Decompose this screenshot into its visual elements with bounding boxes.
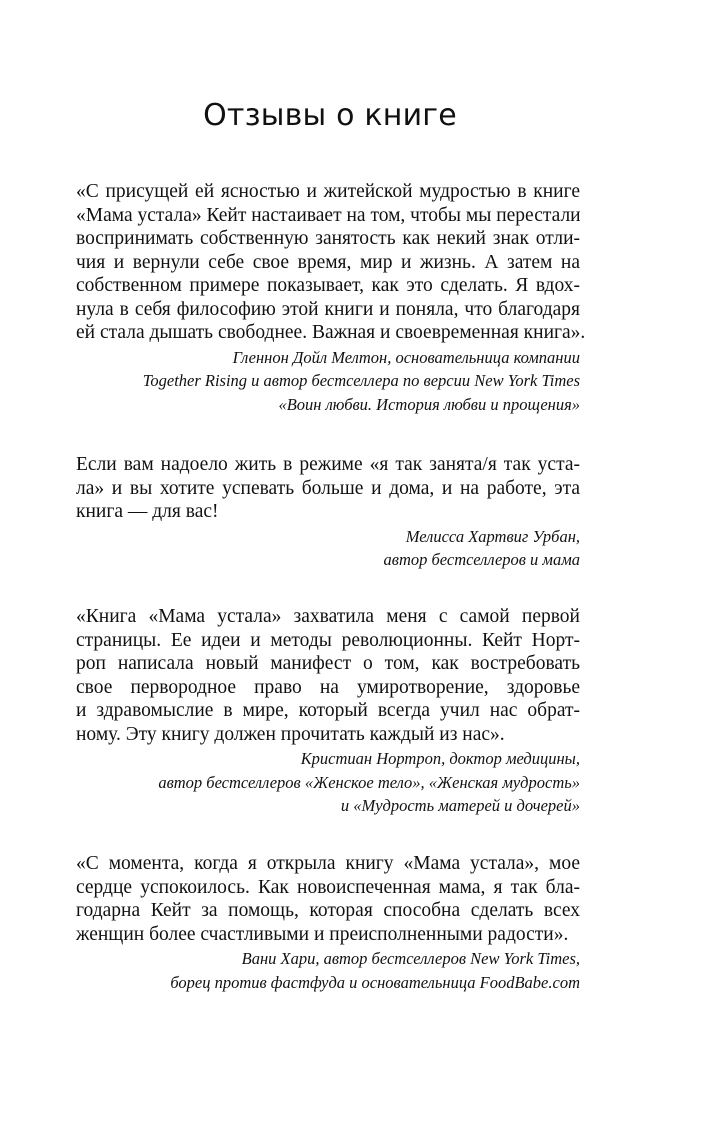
author-line: Вани Хари, автор бестселлеров New York Times,	[241, 949, 580, 968]
review-line: «С присущей ей ясностью и житейской мудростью в книге	[76, 181, 580, 202]
review-text	[76, 852, 580, 946]
page-title: Отзывы о книге	[203, 98, 457, 133]
review-author	[76, 747, 580, 818]
review-author	[76, 947, 580, 994]
review-line: «Книга «Мама устала» захватила меня с самой первой	[76, 606, 580, 627]
review-line: и здравомыслие в мире, который всегда учил нас обрат-	[76, 700, 580, 721]
review-author	[76, 525, 580, 572]
review-line: свое первородное право на умиротворение, здоровье	[76, 676, 580, 698]
review-4	[76, 852, 580, 994]
review-line: чия и вернули себе свое время, мир и жизнь. А затем на	[76, 251, 580, 273]
author-line: автор бестселлеров и мама	[383, 550, 580, 569]
review-line: ей стала дышать свободнее. Важная и своевременная книга».	[76, 322, 586, 343]
review-line: годарна Кейт за помощь, которая способна сделать всех	[76, 900, 580, 921]
review-line: собственном примере показывает, как это сделать. Я вдох-	[76, 275, 580, 296]
review-author	[76, 346, 580, 417]
review-2	[76, 453, 580, 572]
author-line: Мелисса Хартвиг Урбан,	[405, 526, 580, 546]
author-line: автор бестселлеров «Женское тело», «Женская мудрость»	[158, 772, 580, 792]
author-line: Together Rising и автор бестселлера по версии New York Times	[142, 371, 580, 390]
review-line: нула в себя философию этой книги и поняла, что благодаря	[76, 298, 580, 320]
review-line: женщин более счастливыми и преисполненными радости».	[76, 923, 569, 945]
review-3	[76, 605, 580, 818]
review-line: книга — для вас!	[76, 501, 219, 522]
review-line: ла» и вы хотите успевать больше и дома, и на работе, эта	[76, 477, 580, 499]
review-line: «Мама устала» Кейт настаивает на том, чтобы мы перестали	[76, 204, 581, 226]
review-line: сердце успокоилось. Как новоиспеченная мама, я так бла-	[76, 876, 580, 898]
review-line: воспринимать собственную занятость как некий знак отли-	[76, 228, 580, 249]
author-line: борец против фастфуда и основательница FoodBabe.com	[170, 972, 580, 992]
review-line: ному. Эту книгу должен прочитать каждый из нас».	[76, 723, 505, 745]
review-text	[76, 453, 580, 524]
review-1	[76, 180, 586, 416]
author-line: «Воин любви. История любви и прощения»	[278, 394, 580, 414]
author-line: Кристиан Нортроп, доктор медицины,	[300, 749, 580, 768]
review-line: роп написала новый манифест о том, как востребовать	[76, 653, 580, 674]
author-line: Гленнон Дойл Мелтон, основательница компании	[232, 347, 580, 367]
review-text	[76, 605, 580, 746]
review-line: Если вам надоело жить в режиме «я так занята/я так уста-	[76, 454, 580, 475]
review-line: страницы. Ее идеи и методы революционны. Кейт Норт-	[76, 629, 580, 651]
review-line: «С момента, когда я открыла книгу «Мама устала», мое	[76, 853, 580, 874]
review-text	[76, 180, 586, 345]
author-line: и «Мудрость матерей и дочерей»	[340, 796, 580, 815]
